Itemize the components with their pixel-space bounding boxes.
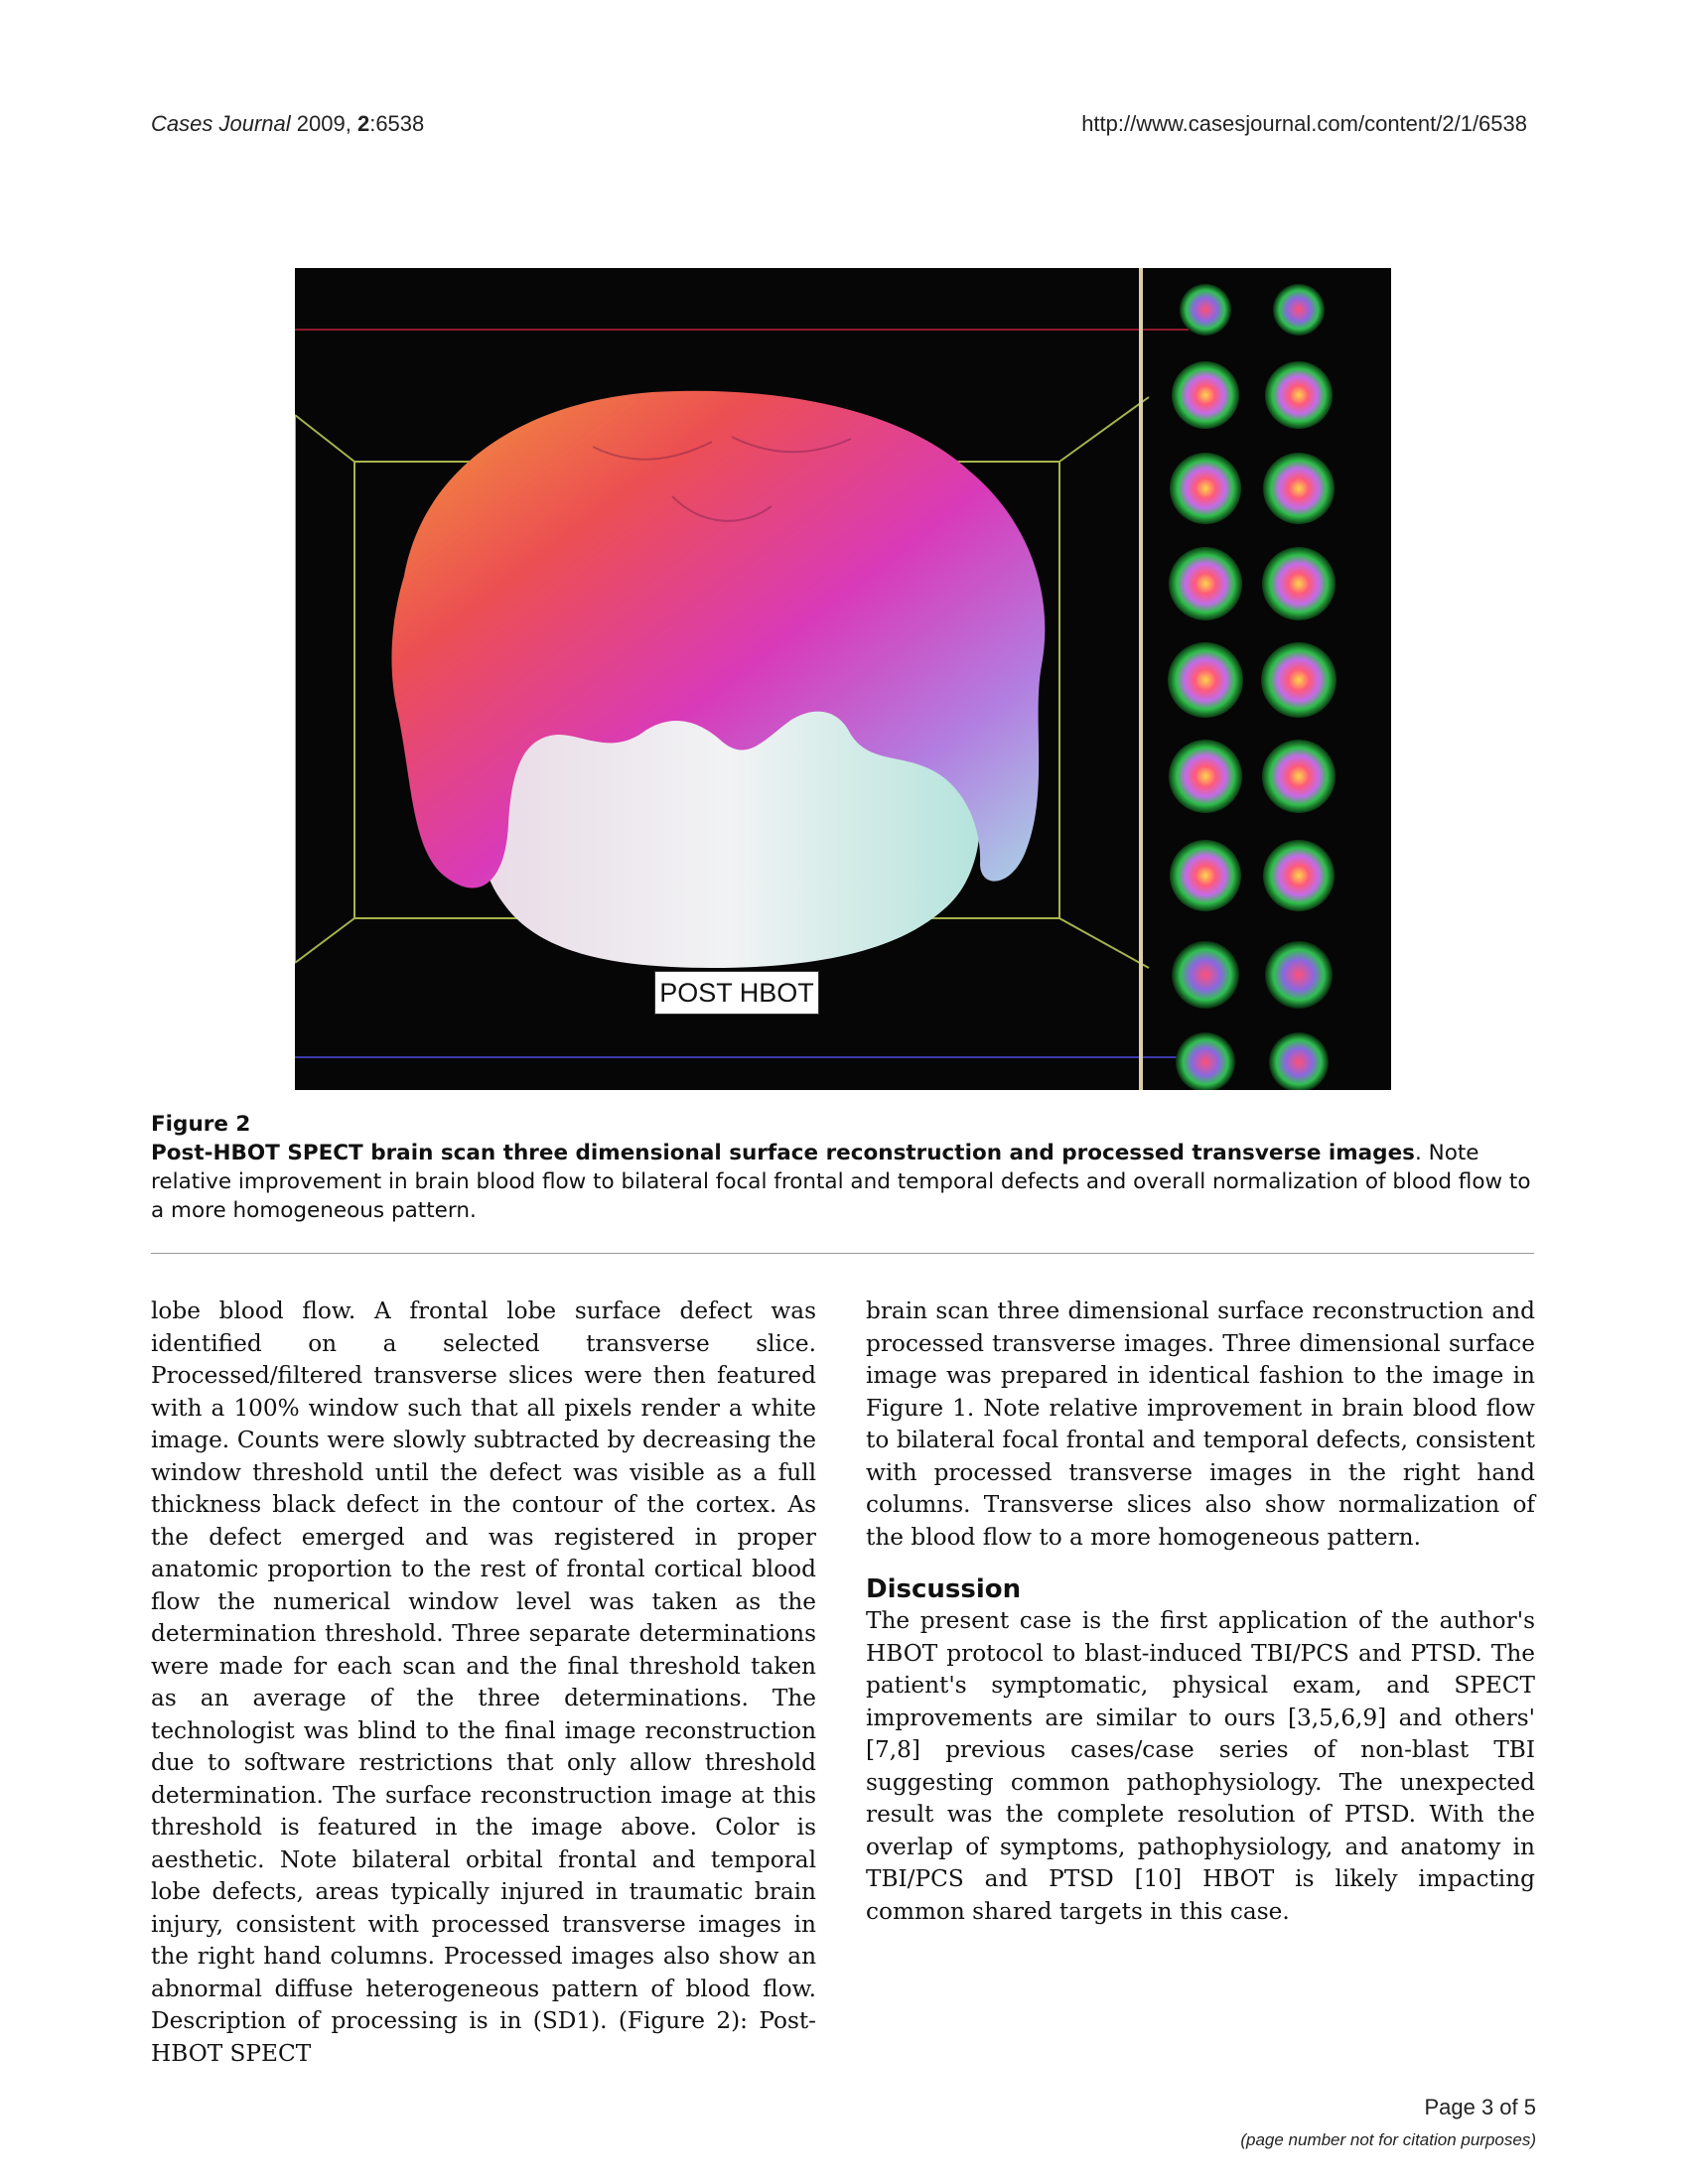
journal-article: :6538 bbox=[369, 111, 425, 136]
journal-name: Cases Journal bbox=[151, 111, 291, 136]
page-number: Page 3 of 5 bbox=[1424, 2095, 1536, 2119]
discussion-heading: Discussion bbox=[866, 1574, 1022, 1604]
figure-caption-text: Note relative improvement in brain blood flow to bilateral focal frontal and temporal defects and overall normalization of blood flow to a more homogeneous pattern. bbox=[151, 1141, 1531, 1223]
page-number-note: (page number not for citation purposes) bbox=[1240, 2130, 1536, 2149]
figure-2-image bbox=[295, 268, 1391, 1090]
transverse-slice-columns bbox=[1168, 284, 1336, 1090]
running-header-url[interactable]: http://www.casesjournal.com/content/2/1/6538 bbox=[1081, 111, 1527, 136]
body-column-left bbox=[151, 1296, 816, 2070]
figure-label: Figure 2 bbox=[151, 1112, 251, 1137]
right-paragraph: brain scan three dimensional surface reconstruction and processed transverse images. Three dimensional surface image was prepared in identical fashion to the image in Figure 1. Note relative improvement in brain blood flow to bilateral focal frontal and temporal defects, consistent with processed transverse images in the right hand columns. Transverse slices also show normalization of the blood flow to a more homogeneous pattern. bbox=[866, 1297, 1535, 1551]
left-paragraph: lobe blood flow. A frontal lobe surface defect was identified on a selected transverse slice. Processed/filtered transverse slices were then featured with a 100% window such that all pixels render a white image. Counts were slowly subtracted by decreasing the window threshold until the defect was visible as a full thickness black defect in the contour of the cortex. As the defect emerged and was registered in proper anatomic proportion to the rest of frontal cortical blood flow the numerical window level was taken as the determination threshold. Three separate determinations were made for each scan and the final threshold taken as an average of the three determinations. The technologist was blind to the final image reconstruction due to software restrictions that only allow threshold determination. The surface reconstruction image at this threshold is featured in the image above. Color is aesthetic. Note bilateral orbital frontal and temporal lobe defects, areas typically injured in traumatic brain injury, consistent with processed transverse images in the right hand columns. Processed images also show an abnormal diffuse heterogeneous pattern of blood flow. Description of processing is in (SD1). (Figure 2): Post-HBOT SPECT bbox=[151, 1297, 816, 2067]
journal-year: 2009, bbox=[296, 111, 352, 136]
caption-divider bbox=[151, 1253, 1534, 1254]
spect-illustration bbox=[295, 268, 1391, 1090]
figure-title-period: . bbox=[1414, 1141, 1422, 1165]
journal-volume: 2 bbox=[356, 111, 370, 136]
discussion-paragraph: The present case is the first application of the author's HBOT protocol to blast-induced TBI/PCS and PTSD. The patient's symptomatic, physical exam, and SPECT improvements are similar to ours [3,5,6,9] and others' [7,8] previous cases/case series of non-blast TBI suggesting common pathophysiology. The unexpected result was the complete resolution of PTSD. With the overlap of symptoms, pathophysiology, and anatomy in TBI/PCS and PTSD [10] HBOT is likely impacting common shared targets in this case. bbox=[866, 1607, 1535, 1925]
figure-title: Post-HBOT SPECT brain scan three dimensional surface reconstruction and processed transverse images bbox=[151, 1141, 1415, 1165]
running-header-citation bbox=[151, 111, 424, 137]
post-hbot-label: POST HBOT bbox=[654, 971, 819, 1015]
body-column-right bbox=[866, 1296, 1535, 1928]
figure-caption bbox=[151, 1110, 1536, 1225]
